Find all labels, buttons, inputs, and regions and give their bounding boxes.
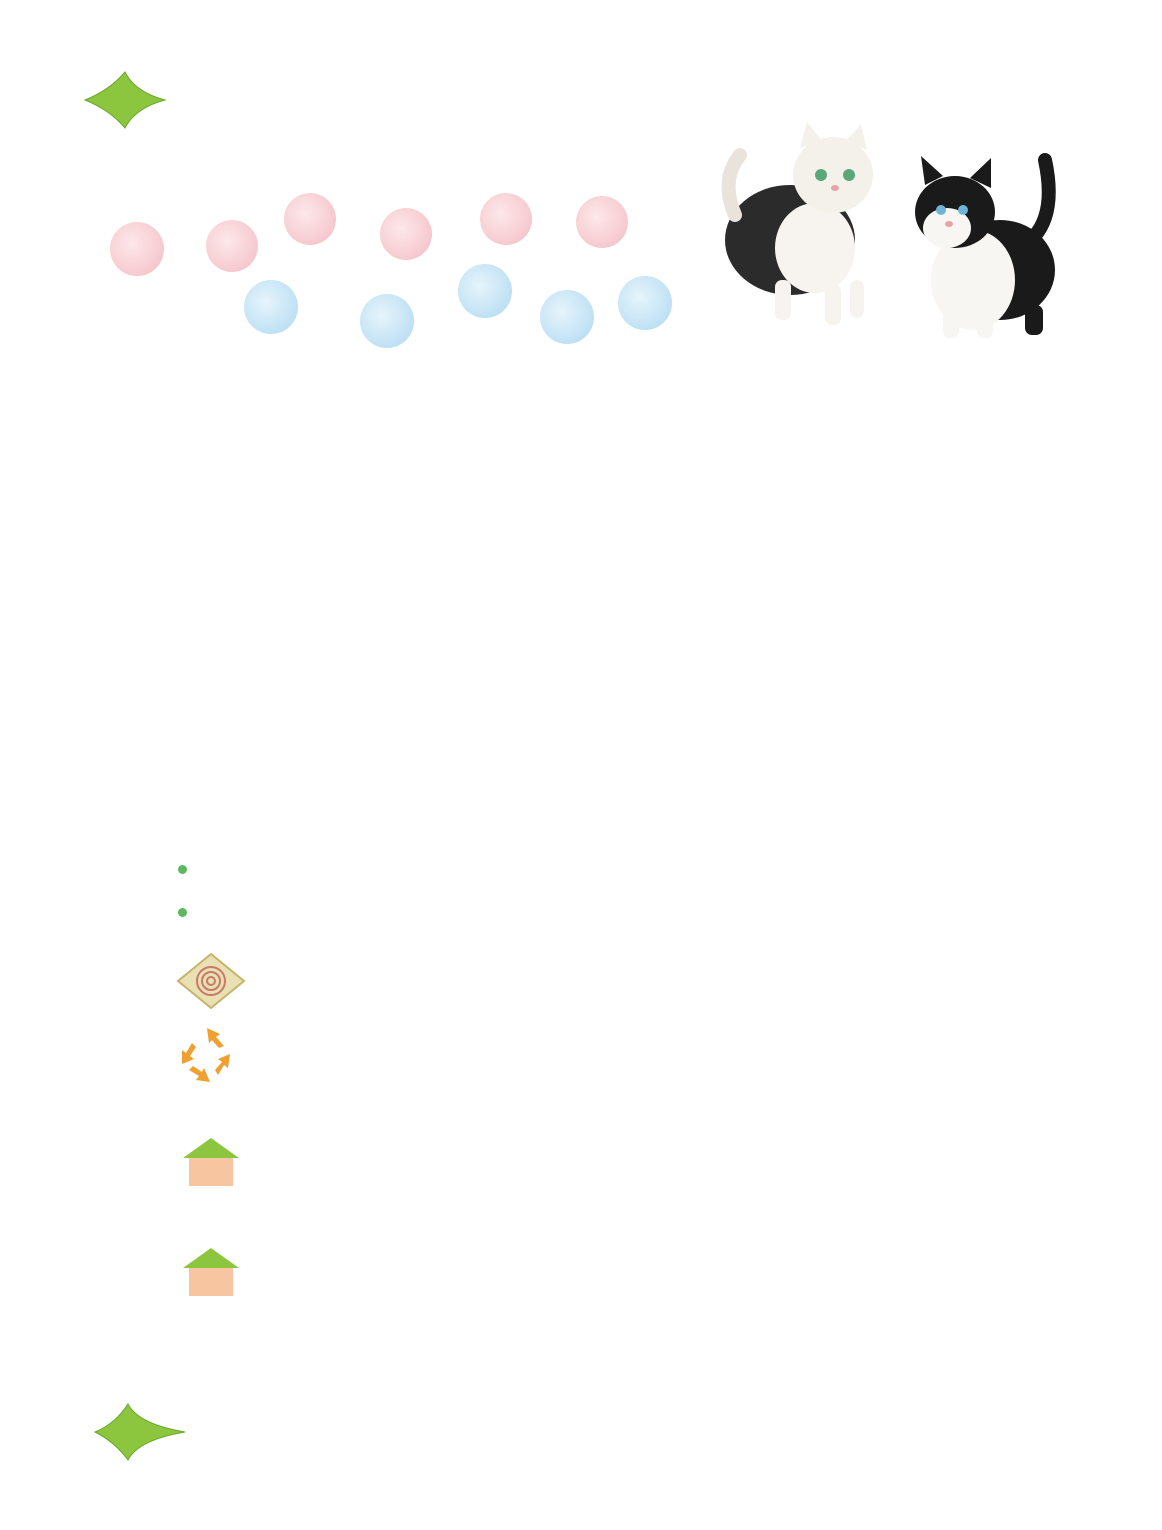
kittens-illustration [715,120,1085,345]
paw-print [380,208,432,260]
paw-print [110,222,164,276]
house-icon [183,1136,239,1188]
paw-print [284,193,336,245]
house-icon [183,1246,239,1298]
paw-print [206,220,258,272]
paw-print [360,294,414,348]
cycle-arrows-icon [176,1024,238,1086]
paw-print [576,196,628,248]
paw-print [540,290,594,344]
paw-print [480,193,532,245]
target-icon [176,952,246,1010]
paw-print [458,264,512,318]
paw-print [618,276,672,330]
bullet-dot [178,865,187,874]
paw-print [244,280,298,334]
page-number-decor [0,1402,200,1462]
bullet-dot [178,908,187,917]
